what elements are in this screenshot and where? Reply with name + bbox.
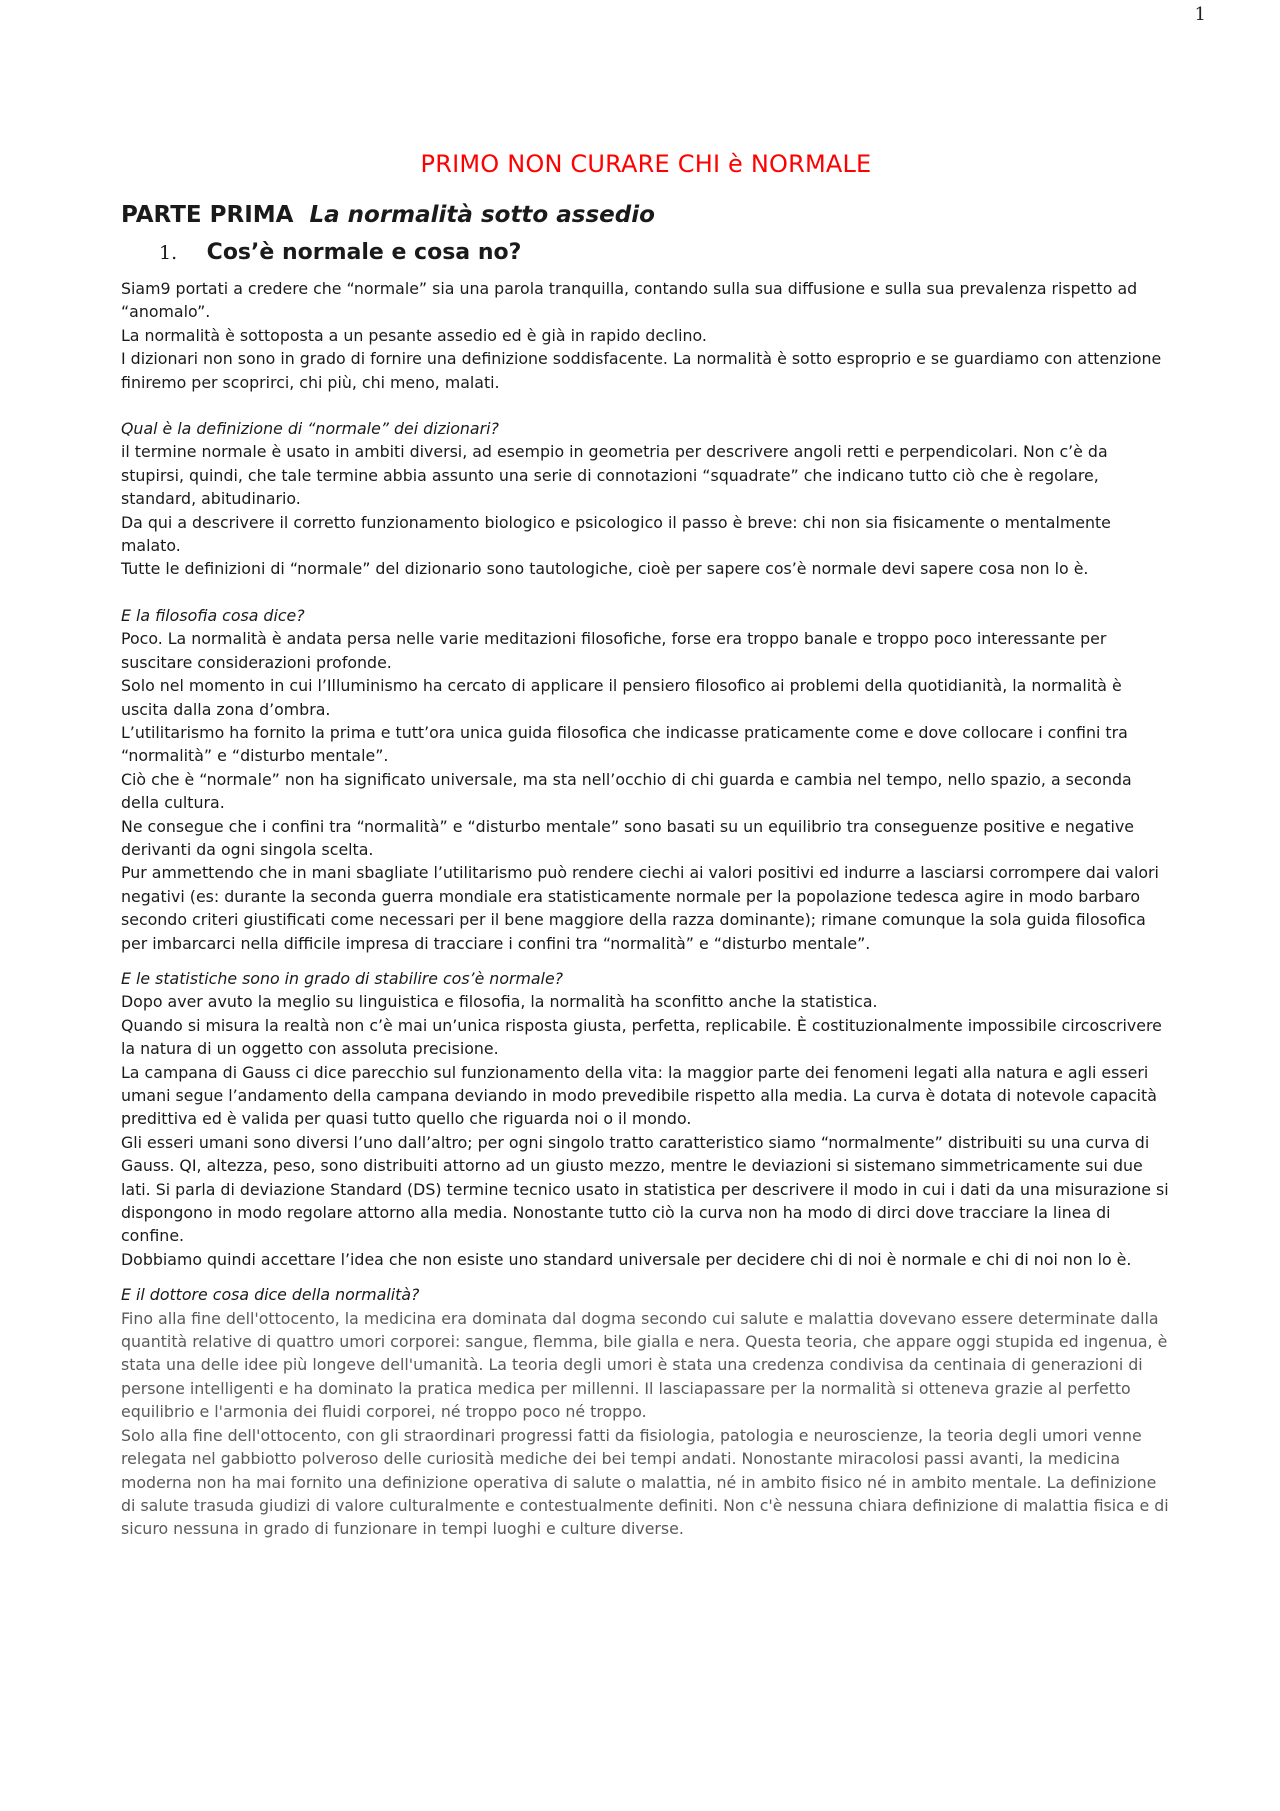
paragraph: Solo alla fine dell'ottocento, con gli straordinari progressi fatti da fisiologia, patologia e neuroscienze, la teoria degli umori venne relegata nel gabbiotto polveroso delle curiosità mediche dei bei tempi andati. Nonostante miracolosi passi avanti, la medicina moderna non ha mai fornito una definizione operativa di salute o malattia, né in ambito fisico né in ambito mentale. La definizione di salute trasuda giudizi di valore culturalmente e contestualmente definiti. Non c'è nessuna chiara definizione di malattia fisica e di sicuro nessuna in grado di funzionare in tempi luoghi e culture diverse. bbox=[121, 1425, 1169, 1539]
chapter-heading bbox=[159, 240, 1171, 265]
paragraph: La campana di Gauss ci dice parecchio sul funzionamento della vita: la maggior parte dei fenomeni legati alla natura e agli esseri umani segue l’andamento della campana deviando in modo prevedibile rispetto alla media. La curva è dotata di notevole capacità predittiva ed è valida per quasi tutto quello che riguarda noi o il mondo. bbox=[121, 1062, 1157, 1129]
paragraph: Dopo aver avuto la meglio su linguistica e filosofia, la normalità ha sconfitto anche la statistica. bbox=[121, 992, 878, 1012]
paragraph: Da qui a descrivere il corretto funzionamento biologico e psicologico il passo è breve: chi non sia fisicamente o mentalmente malato. bbox=[121, 512, 1111, 556]
document-body bbox=[121, 150, 1171, 1541]
paragraph: Ne consegue che i confini tra “normalità” e “disturbo mentale” sono basati su un equilibrio tra conseguenze positive e negative derivanti da ogni singola scelta. bbox=[121, 816, 1135, 859]
section-philosophy bbox=[121, 604, 1171, 955]
paragraph: Poco. La normalità è andata persa nelle varie meditazioni filosofiche, forse era troppo banale e troppo poco interessante per suscitare considerazioni profonde. bbox=[121, 629, 1107, 672]
page-number: 1 bbox=[1194, 4, 1206, 25]
part-heading bbox=[121, 202, 1171, 228]
paragraph: L’utilitarismo ha fornito la prima e tutt’ora unica guida filosofica che indicasse praticamente come e dove collocare i confini tra “normalità” e “disturbo mentale”. bbox=[121, 722, 1128, 766]
paragraph: il termine normale è usato in ambiti diversi, ad esempio in geometria per descrivere angoli retti e perpendicolari. Non c’è da stupirsi, quindi, che tale termine abbia assunto una serie di connotazioni “squadrate” che indicano tutto ciò che è regolare, standard, abitudinario. bbox=[121, 442, 1108, 509]
paragraph: I dizionari non sono in grado di fornire una definizione soddisfacente. La normalità è sotto esproprio e se guardiamo con attenzione finiremo per scoprirci, chi più, chi meno, malati. bbox=[121, 349, 1162, 392]
paragraph: Fino alla fine dell'ottocento, la medicina era dominata dal dogma secondo cui salute e malattia dovevano essere determinate dalla quantità relative di quattro umori corporei: sangue, flemma, bile gialla e nera. Questa teoria, che appare oggi stupida ed ingenua, è stata una delle idee più longeve dell'umanità. La teoria degli umori è stata una credenza condivisa da centinaia di generazioni di persone intelligenti e ha dominato la pratica medica per millenni. Il lasciapassare per la normalità si otteneva grazie al perfetto equilibrio e l'armonia dei fluidi corporei, né troppo poco né troppo. bbox=[121, 1308, 1168, 1422]
paragraph: Pur ammettendo che in mani sbagliate l’utilitarismo può rendere ciechi ai valori positivi ed indurre a lasciarsi corrompere dai valori negativi (es: durante la seconda guerra mondiale era statisticamente normale per la popolazione tedesca agire in modo barbaro secondo criteri giustificati come necessari per il bene maggiore della razza dominante); rimane comunque la sola guida filosofica per imbarcarci nella difficile impresa di tracciare i confini tra “normalità” e “disturbo mentale”. bbox=[121, 863, 1159, 953]
paragraph: Tutte le definizioni di “normale” del dizionario sono tautologiche, cioè per sapere cos’è normale devi sapere cosa non lo è. bbox=[121, 559, 1089, 579]
paragraph: Ciò che è “normale” non ha significato universale, ma sta nell’occhio di chi guarda e cambia nel tempo, nello spazio, a seconda della cultura. bbox=[121, 769, 1132, 813]
chapter-number: 1. bbox=[159, 242, 178, 264]
intro-section bbox=[121, 277, 1171, 394]
paragraph: Dobbiamo quindi accettare l’idea che non esiste uno standard universale per decidere chi di noi è normale e chi di noi non lo è. bbox=[121, 1249, 1132, 1269]
part-label: PARTE PRIMA bbox=[121, 202, 294, 228]
section-question: E il dottore cosa dice della normalità? bbox=[121, 1285, 420, 1305]
section-doctor bbox=[121, 1283, 1171, 1540]
section-question: E le statistiche sono in grado di stabilire cos’è normale? bbox=[121, 968, 564, 988]
paragraph: Quando si misura la realtà non c’è mai un’unica risposta giusta, perfetta, replicabile. È costituzionalmente impossibile circoscrivere la natura di un oggetto con assoluta precisione. bbox=[121, 1015, 1162, 1059]
chapter-title: Cos’è normale e cosa no? bbox=[206, 240, 522, 265]
paragraph: Siam9 portati a credere che “normale” sia una parola tranquilla, contando sulla sua diffusione e sulla sua prevalenza rispetto ad “anomalo”. bbox=[121, 279, 1138, 322]
section-statistics bbox=[121, 967, 1171, 1271]
part-subtitle: La normalità sotto assedio bbox=[309, 202, 655, 228]
paragraph: La normalità è sottoposta a un pesante assedio ed è già in rapido declino. bbox=[121, 325, 707, 345]
document-title: PRIMO NON CURARE CHI è NORMALE bbox=[420, 150, 872, 178]
section-dictionary bbox=[121, 417, 1171, 581]
paragraph: Solo nel momento in cui l’Illuminismo ha cercato di applicare il pensiero filosofico ai problemi della quotidianità, la normalità è uscita dalla zona d’ombra. bbox=[121, 676, 1122, 719]
section-question: E la filosofia cosa dice? bbox=[121, 605, 305, 625]
paragraph: Gli esseri umani sono diversi l’uno dall’altro; per ogni singolo tratto caratteristico siamo “normalmente” distribuiti su una curva di Gauss. QI, altezza, peso, sono distribuiti attorno ad un giusto mezzo, mentre le deviazioni si sistemano simmetricamente sui due lati. Si parla di deviazione Standard (DS) termine tecnico usato in statistica per descrivere il modo in cui i dati da una misurazione si dispongono in modo regolare attorno alla media. Nonostante tutto ciò la curva non ha modo di dirci dove tracciare la linea di confine. bbox=[121, 1132, 1169, 1246]
section-question: Qual è la definizione di “normale” dei dizionari? bbox=[121, 419, 499, 439]
